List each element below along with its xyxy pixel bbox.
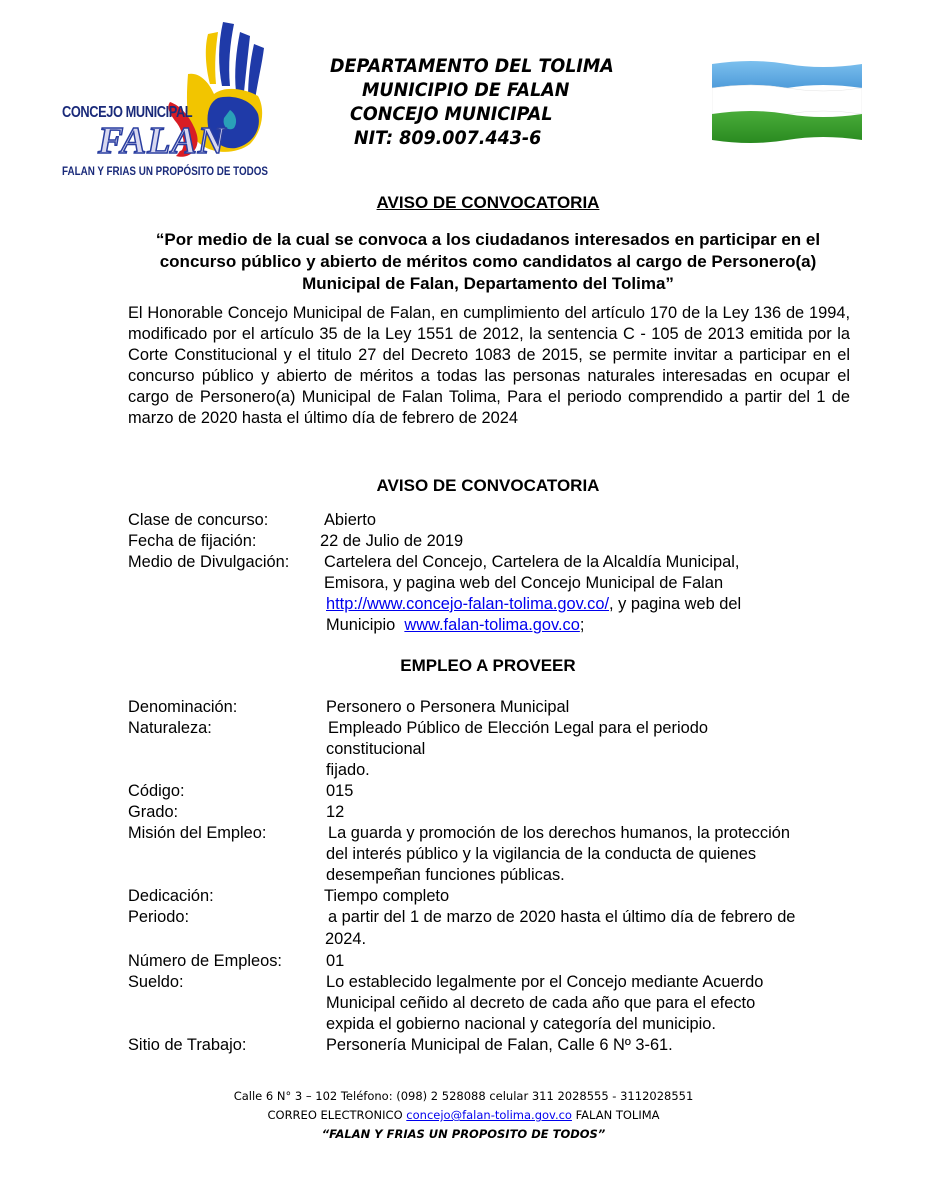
footer-email-line [0,1106,927,1125]
logo-falan-wordmark: FALAN [98,120,227,162]
label-sitio: Sitio de Trabajo: [128,1036,247,1054]
notice-subject: “Por medio de la cual se convoca a los ciudadanos interesados en participar en el concurso público y abierto de méritos como candidatos al cargo de Personero(a) Municipal de Falan, Departamento del Tolima” [155,230,821,293]
label-fecha: Fecha de fijación: [128,532,257,550]
value-medio-line4 [326,615,584,636]
document-footer [0,1087,927,1144]
medio-line4-suffix: ; [579,616,585,634]
label-periodo: Periodo: [128,908,190,926]
label-numero: Número de Empleos: [128,952,282,970]
value-clase: Abierto [324,511,376,529]
notice-title: AVISO DE CONVOCATORIA [376,193,600,212]
value-medio-line2: Emisora, y pagina web del Concejo Municipal de Falan [324,574,724,592]
medio-line4-prefix: Municipio [326,616,396,634]
footer-slogan: “FALAN Y FRIAS UN PROPOSITO DE TODOS” [321,1127,606,1141]
value-grado: 12 [326,803,345,821]
value-mision-line2: del interés público y la vigilancia de la conducta de quienes [326,845,757,863]
label-codigo: Código: [128,782,185,800]
value-dedicacion: Tiempo completo [324,887,450,905]
header-nit: NIT: 809.007.443-6 [354,127,542,149]
falan-flag-icon [712,58,862,144]
intro-paragraph: El Honorable Concejo Municipal de Falan, en cumplimiento del artículo 170 de la Ley 136 de 1994, modificado por el artículo 35 de la Ley 1551 de 2012, la sentencia C - 105 de 2013 emitida por la Corte Constitucional y el titulo 27 del Decreto 1083 de 2015, se permite invitar a participar en el concurso público y abierto de méritos a todas las personas naturales interesadas en ocupar el cargo de Personero(a) Municipal de Falan Tolima, Para el periodo comprendido a partir del 1 de marzo de 2020 hasta el último día de febrero de 2024 [128,304,850,427]
label-dedicacion: Dedicación: [128,887,214,905]
value-mision-line1: La guarda y promoción de los derechos humanos, la protección [328,824,790,842]
value-mision-line3: desempeñan funciones públicas. [326,866,565,884]
value-numero: 01 [326,952,345,970]
document-header [320,54,680,150]
logo-slogan: FALAN Y FRIAS UN PROPÓSITO DE TODOS [62,164,268,178]
value-sueldo-line3: expida el gobierno nacional y categoría del municipio. [326,1015,716,1033]
concejo-website-link[interactable]: http://www.concejo-falan-tolima.gov.co/ [326,595,610,613]
header-council: CONCEJO MUNICIPAL [350,103,553,125]
section-title-empleo: EMPLEO A PROVEER [400,656,576,675]
value-fecha: 22 de Julio de 2019 [320,532,464,550]
value-naturaleza-line1: Empleado Público de Elección Legal para el periodo [328,719,708,737]
medio-line3-suffix: , y pagina web del [609,595,742,613]
logo-title: CONCEJO MUNICIPAL [62,104,193,121]
header-department: DEPARTAMENTO DEL TOLIMA [330,55,614,77]
concejo-logo [58,14,273,178]
footer-address: Calle 6 N° 3 – 102 Teléfono: (098) 2 528088 celular 311 2028555 - 3112028551 [233,1089,694,1103]
section-title-convocatoria: AVISO DE CONVOCATORIA [376,476,600,495]
label-grado: Grado: [128,803,179,821]
label-clase: Clase de concurso: [128,511,269,529]
municipio-website-link[interactable]: www.falan-tolima.gov.co [404,616,580,634]
label-mision: Misión del Empleo: [128,824,267,842]
footer-email-prefix: CORREO ELECTRONICO [267,1108,403,1122]
label-naturaleza: Naturaleza: [128,719,212,737]
value-medio-line1: Cartelera del Concejo, Cartelera de la Alcaldía Municipal, [324,553,740,571]
footer-email-link[interactable]: concejo@falan-tolima.gov.co [406,1108,572,1122]
value-sueldo-line1: Lo establecido legalmente por el Concejo mediante Acuerdo [326,973,764,991]
header-municipality: MUNICIPIO DE FALAN [362,79,570,101]
value-codigo: 015 [326,782,354,800]
footer-email-suffix: FALAN TOLIMA [575,1108,660,1122]
label-medio: Medio de Divulgación: [128,553,290,571]
label-denominacion: Denominación: [128,698,238,716]
label-sueldo: Sueldo: [128,973,184,991]
value-naturaleza-line3: fijado. [326,761,370,779]
value-periodo-line1: a partir del 1 de marzo de 2020 hasta el último día de febrero de [328,908,796,926]
value-denominacion: Personero o Personera Municipal [326,698,570,716]
value-medio-line3 [326,594,741,615]
value-periodo-line2: 2024. [325,930,367,948]
value-sitio: Personería Municipal de Falan, Calle 6 Nº 3-61. [326,1036,673,1054]
value-sueldo-line2: Municipal ceñido al decreto de cada año que para el efecto [326,994,756,1012]
value-naturaleza-line2: constitucional [326,740,426,758]
